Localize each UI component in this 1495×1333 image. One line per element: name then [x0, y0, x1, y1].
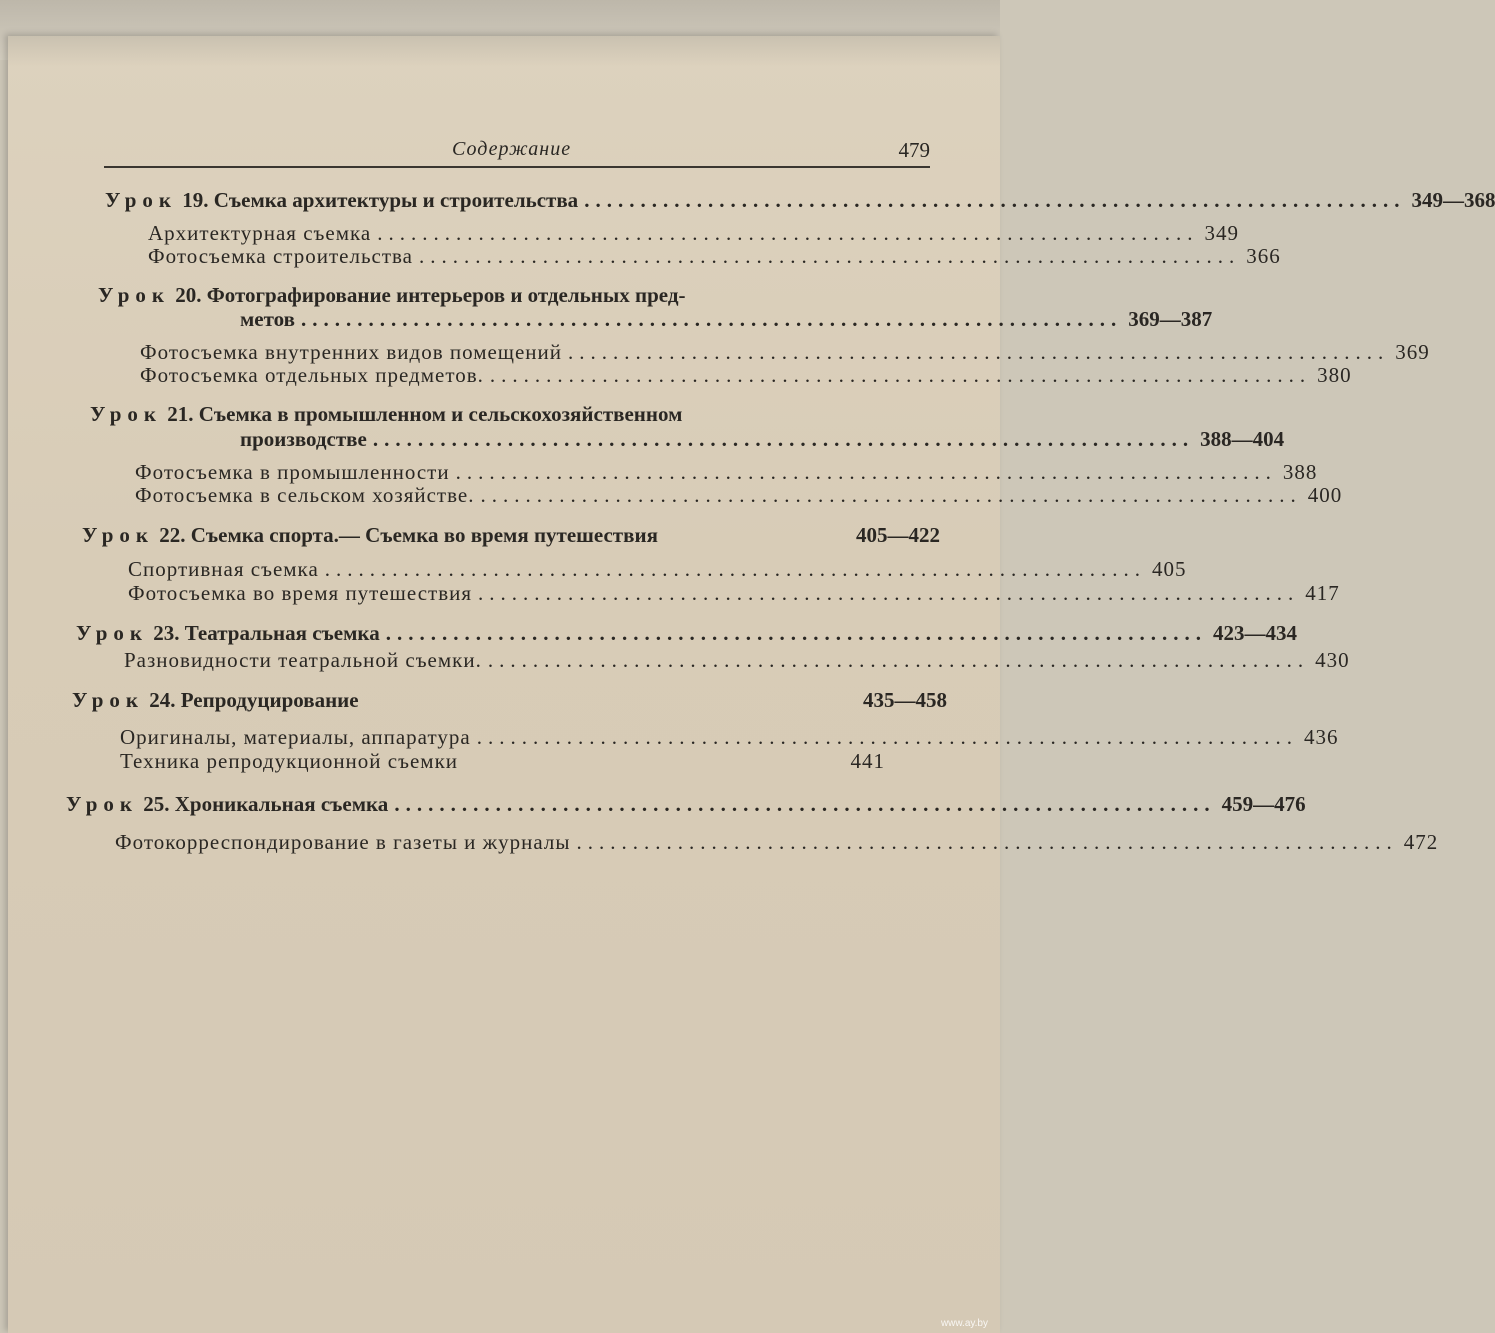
dot-leader: .........................................................................: [455, 460, 1277, 484]
entry-title: Спортивная съемка: [128, 557, 319, 581]
toc-sub-entry: [140, 363, 1352, 391]
dot-leader: .........................................................................: [385, 621, 1207, 645]
page-ref: 388: [1282, 460, 1318, 484]
toc-sub-entry: [128, 581, 1340, 609]
page-range: 405—422: [856, 523, 940, 547]
entry-title: Фотосъемка внутренних видов помещений: [140, 340, 563, 364]
toc-sub-entry: [135, 483, 1343, 511]
toc-lesson-21-continuation: [240, 427, 1285, 455]
entry-title: Фотокорреспондирование в газеты и журналы: [115, 830, 571, 854]
entry-title: Техника репродукционной съемки: [120, 749, 459, 773]
lesson-word: Урок: [105, 188, 177, 212]
page-ref: 417: [1305, 581, 1340, 605]
header-rule: [104, 166, 930, 168]
toc-sub-entry: [115, 830, 1439, 858]
lesson-title: 25. Хроникальная съемка: [143, 792, 389, 816]
dot-leader: .........................................................................: [394, 792, 1216, 816]
entry-title: Фотосъемка строительства: [148, 244, 413, 268]
page-ref: 369: [1395, 340, 1430, 364]
lesson-title: 21. Съемка в промышленном и сельскохозяйственном: [167, 402, 683, 426]
page-number: 479: [898, 138, 930, 162]
lesson-word: Урок: [72, 688, 144, 712]
toc-sub-entry: [124, 648, 1350, 676]
toc-lesson-24: [72, 688, 947, 716]
toc-lesson-19: [105, 188, 1495, 216]
page-range: 435—458: [863, 688, 947, 712]
watermark: www.ay.by: [940, 1318, 988, 1329]
toc-lesson-25: [66, 792, 1306, 820]
running-title: Содержание: [452, 138, 572, 160]
entry-title: Архитектурная съемка: [148, 221, 372, 245]
lesson-word: Урок: [98, 283, 170, 307]
toc-sub-entry: [148, 244, 1281, 272]
lesson-word: Урок: [66, 792, 138, 816]
lesson-word: Урок: [76, 621, 148, 645]
page-ref: 472: [1403, 830, 1439, 854]
dot-leader: .........................................................................: [480, 483, 1302, 507]
toc-sub-entry: [120, 749, 885, 777]
toc-lesson-21: [90, 402, 910, 430]
page-ref: 349: [1204, 221, 1239, 245]
entry-title: Оригиналы, материалы, аппаратура: [120, 725, 471, 749]
page-range: 388—404: [1200, 427, 1285, 451]
dot-leader: .........................................................................: [419, 244, 1241, 268]
toc-lesson-23: [76, 621, 1297, 649]
lesson-title: 22. Съемка спорта.— Съемка во время путешествия: [159, 523, 658, 547]
page-ref: 400: [1307, 483, 1343, 507]
toc-lesson-22: [82, 523, 940, 551]
entry-title: Фотосъемка в промышленности: [135, 460, 450, 484]
page-range: 459—476: [1221, 792, 1306, 816]
lesson-word: Урок: [82, 523, 154, 547]
lesson-word: Урок: [90, 402, 162, 426]
page-ref: 405: [1152, 557, 1187, 581]
dot-leader: .........................................................................: [300, 307, 1123, 331]
entry-title: Разновидности театральной съемки.: [124, 648, 482, 672]
page-range: 423—434: [1212, 621, 1297, 645]
entry-title: Фотосъемка отдельных предметов.: [140, 363, 484, 387]
page-ref: 441: [850, 749, 885, 773]
lesson-title: 24. Репродуцирование: [149, 688, 359, 712]
page-ref: 380: [1317, 363, 1352, 387]
page-ref: 366: [1246, 244, 1281, 268]
dot-leader: .........................................................................: [377, 221, 1199, 245]
entry-title: Фотосъемка во время путешествия: [128, 581, 473, 605]
dot-leader: .........................................................................: [568, 340, 1390, 364]
lesson-title-continuation: производстве: [240, 427, 367, 451]
entry-title: Фотосъемка в сельском хозяйстве.: [135, 483, 475, 507]
page-range: 369—387: [1128, 307, 1213, 331]
lesson-title: 23. Театральная съемка: [153, 621, 380, 645]
dot-leader: .........................................................................: [584, 188, 1406, 212]
page-ref: 430: [1315, 648, 1350, 672]
lesson-title: 20. Фотографирование интерьеров и отдельных пред-: [175, 283, 686, 307]
toc-lesson-20-continuation: [240, 307, 1213, 335]
dot-leader: .........................................................................: [372, 427, 1195, 451]
page-range: 349—368: [1411, 188, 1495, 212]
dot-leader: .........................................................................: [478, 581, 1300, 605]
running-head: [100, 138, 930, 168]
page-edge-shadow: [8, 36, 1000, 66]
dot-leader: .........................................................................: [476, 725, 1298, 749]
dot-leader: .........................................................................: [487, 648, 1310, 672]
lesson-title-continuation: метов: [240, 307, 295, 331]
dot-leader: .........................................................................: [576, 830, 1398, 854]
page-ref: 436: [1303, 725, 1339, 749]
lesson-title: 19. Съемка архитектуры и строительства: [182, 188, 579, 212]
dot-leader: .........................................................................: [324, 557, 1147, 581]
dot-leader: .........................................................................: [489, 363, 1312, 387]
